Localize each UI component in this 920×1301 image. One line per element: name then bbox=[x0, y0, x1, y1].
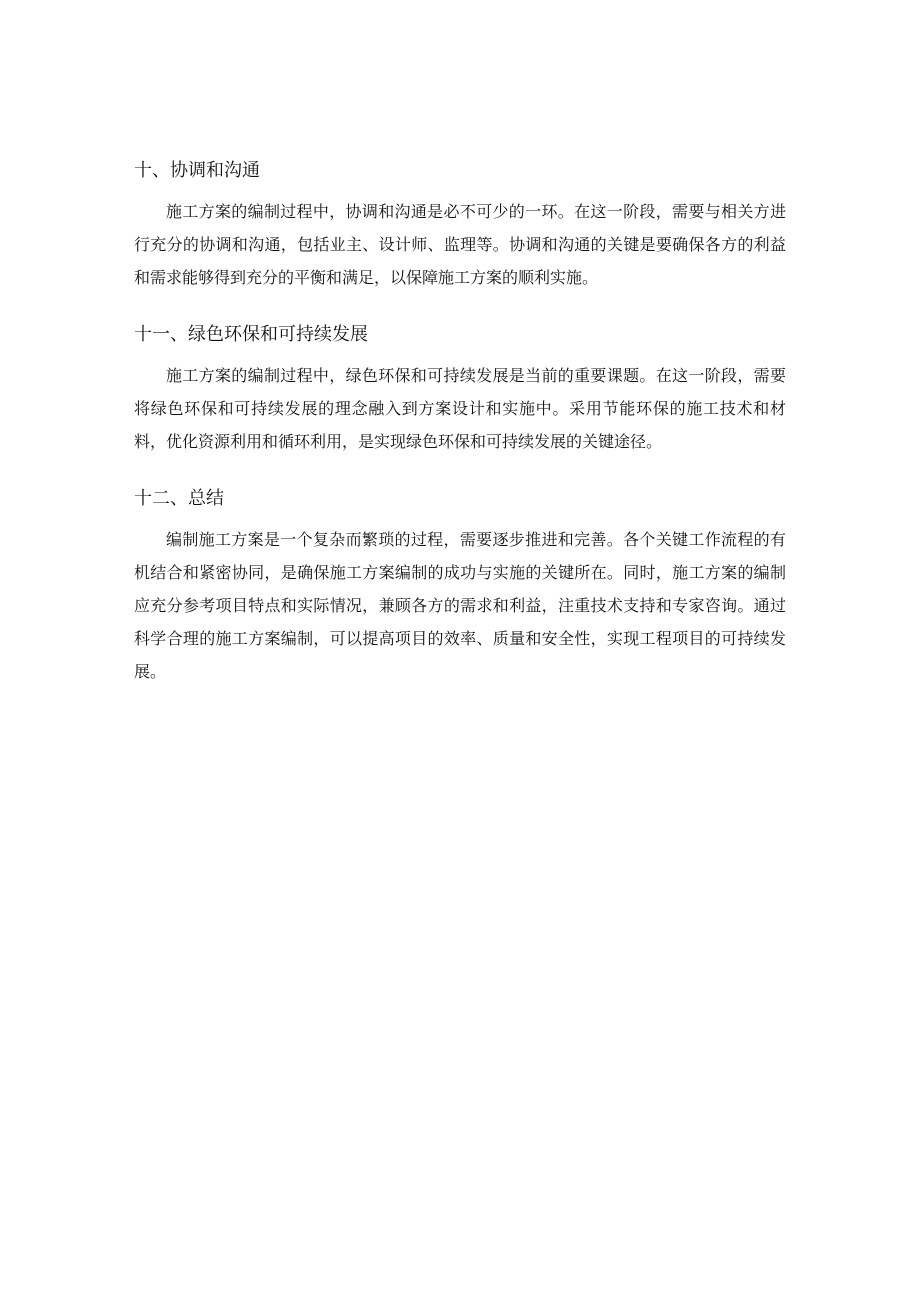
section-paragraph: 施工方案的编制过程中，绿色环保和可持续发展是当前的重要课题。在这一阶段，需要将绿色环保和可持续发展的理念融入到方案设计和实施中。采用节能环保的施工技术和材料，优化资源利用和循环利用，是实现绿色环保和可持续发展的关键途径。 bbox=[134, 366, 786, 451]
section-coordination bbox=[134, 153, 786, 294]
section-heading: 十一、绿色环保和可持续发展 bbox=[134, 324, 368, 345]
section-summary bbox=[134, 481, 786, 688]
section-paragraph: 施工方案的编制过程中，协调和沟通是必不可少的一环。在这一阶段，需要与相关方进行充分的协调和沟通，包括业主、设计师、监理等。协调和沟通的关键是要确保各方的利益和需求能够得到充分的平衡和满足，以保障施工方案的顺利实施。 bbox=[134, 202, 786, 287]
section-heading: 十、协调和沟通 bbox=[134, 160, 260, 181]
section-green-sustainability bbox=[134, 317, 786, 458]
section-paragraph: 编制施工方案是一个复杂而繁琐的过程，需要逐步推进和完善。各个关键工作流程的有机结合和紧密协同，是确保施工方案编制的成功与实施的关键所在。同时，施工方案的编制应充分参考项目特点和实际情况，兼顾各方的需求和利益，注重技术支持和专家咨询。通过科学合理的施工方案编制，可以提高项目的效率、质量和安全性，实现工程项目的可持续发展。 bbox=[134, 530, 786, 681]
document-content bbox=[134, 153, 786, 711]
section-heading: 十二、总结 bbox=[134, 488, 224, 509]
